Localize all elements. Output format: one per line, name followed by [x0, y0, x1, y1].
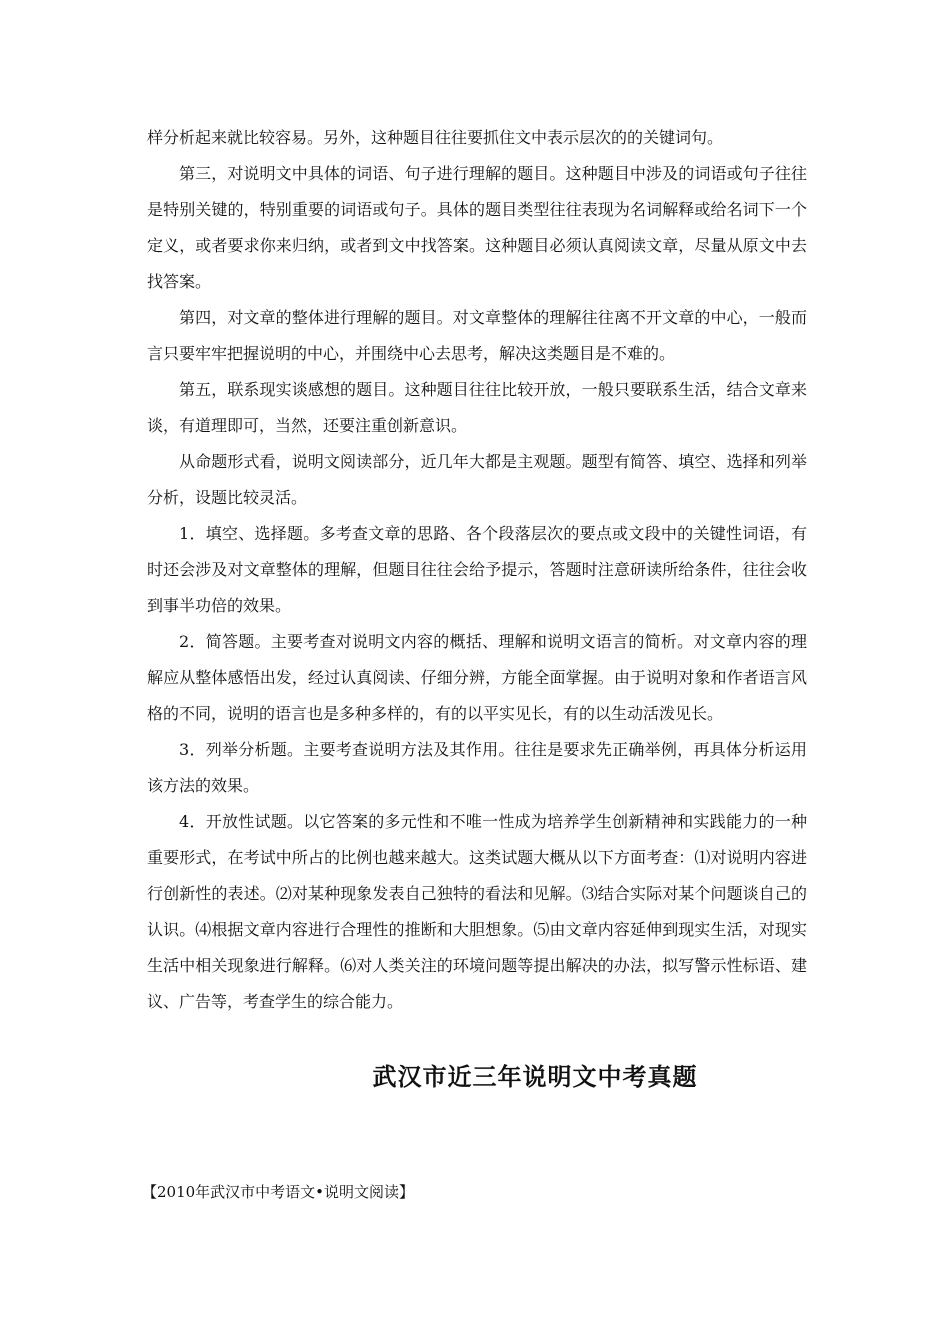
paragraph-fifth-type: 第五，联系现实谈感想的题目。这种题目往往比较开放，一般只要联系生活，结合文章来谈，有道理即可，当然，还要注重创新意识。 [147, 380, 807, 435]
paragraph-third-type: 第三，对说明文中具体的词语、句子进行理解的题目。这种题目中涉及的词语或句子往往是特别关键的，特别重要的词语或句子。具体的题目类型往往表现为名词解释或给名词下一个定义，或者要求你来归纳，或者到文中找答案。这种题目必须认真阅读文章，尽量从原文中去找答案。 [147, 164, 807, 291]
section-title: 武汉市近三年说明文中考真题 [372, 1062, 698, 1091]
paragraph-list-analysis: 3．列举分析题。主要考查说明方法及其作用。往往是要求先正确举例，再具体分析运用该方法的效果。 [147, 740, 807, 795]
paragraph-fourth-type: 第四，对文章的整体进行理解的题目。对文章整体的理解往往离不开文章的中心，一般而言只要牢牢把握说明的中心，并围绕中心去思考，解决这类题目是不难的。 [147, 308, 807, 363]
article-body [147, 120, 807, 1020]
paragraph-fill-choice: 1．填空、选择题。多考查文章的思路、各个段落层次的要点或文段中的关键性词语，有时还会涉及对文章整体的理解，但题目往往会给予提示，答题时注意研读所给条件，往往会收到事半功倍的效果。 [147, 524, 807, 615]
paragraph-continuation: 样分析起来就比较容易。另外，这种题目往往要抓住文中表示层次的的关键词句。 [147, 128, 724, 147]
paragraph-open-questions: 4．开放性试题。以它答案的多元性和不唯一性成为培养学生创新精神和实践能力的一种重要形式，在考试中所占的比例也越来越大。这类试题大概从以下方面考查：⑴对说明内容进行创新性的表述。⑵对某种现象发表自己独特的看法和见解。⑶结合实际对某个问题谈自己的认识。⑷根据文章内容进行合理性的推断和大胆想象。⑸由文章内容延伸到现实生活，对现实生活中相关现象进行解释。⑹对人类关注的环境问题等提出解决的办法，拟写警示性标语、建议、广告等，考查学生的综合能力。 [147, 812, 807, 1011]
paragraph-question-forms: 从命题形式看，说明文阅读部分，近几年大都是主观题。题型有简答、填空、选择和列举分析，设题比较灵活。 [147, 452, 807, 507]
paragraph-short-answer: 2．简答题。主要考查对说明文内容的概括、理解和说明文语言的简析。对文章内容的理解应从整体感悟出发，经过认真阅读、仔细分辨，方能全面掌握。由于说明对象和作者语言风格的不同，说明的语言也是多种多样的，有的以平实见长，有的以生动活泼见长。 [147, 632, 807, 723]
exam-source-label: 【2010年武汉市中考语文•说明文阅读】 [142, 1183, 415, 1201]
